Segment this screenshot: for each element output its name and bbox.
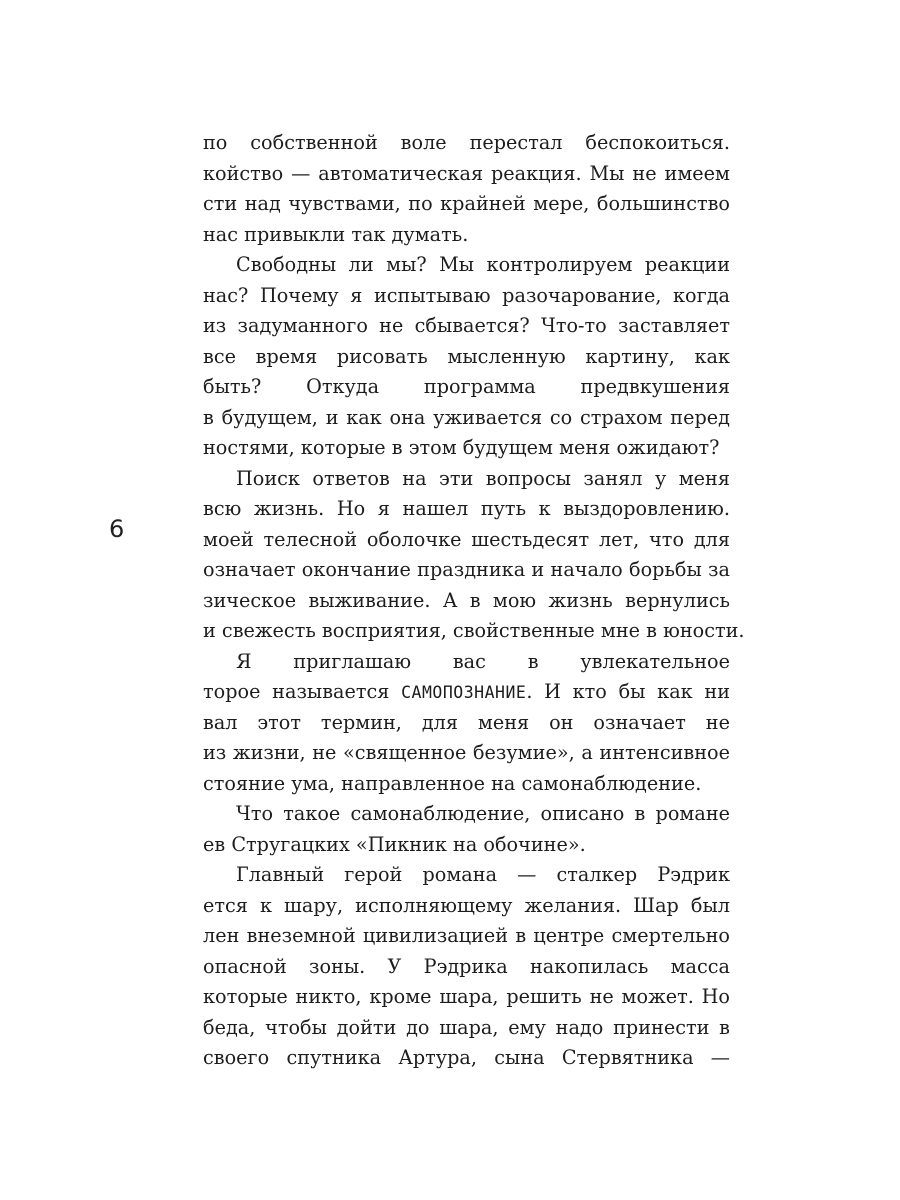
text-line: опасной зоны. У Рэдрика накопилась масса: [203, 954, 730, 978]
paragraph-2: [203, 250, 730, 464]
text-line: вал этот термин, для меня он означает не: [203, 710, 730, 734]
text-line: Главный герой романа — сталкер Рэдрик: [236, 863, 730, 886]
paragraph-6: [203, 860, 730, 1074]
paragraph-1: [203, 128, 730, 250]
text-line: койство — автоматическая реакция. Мы не имеем: [203, 161, 730, 185]
text-fragment: торое называется: [203, 680, 402, 703]
text-line: ностями, которые в этом будущем меня ожидают?: [203, 436, 720, 459]
text-line: моей телесной оболочке шестьдесят лет, что для: [203, 527, 730, 551]
text-line: сти над чувствами, по крайней мере, большинство: [203, 192, 730, 215]
paragraph-5: [203, 799, 730, 860]
text-line: означает окончание праздника и начало борьбы за: [203, 558, 730, 581]
text-line: своего спутника Артура, сына Стервятника —: [203, 1046, 730, 1069]
text-line: Что такое самонаблюдение, описано в романе: [236, 802, 730, 825]
text-line: по собственной воле перестал беспокоиться.: [203, 131, 730, 154]
text-line: стояние ума, направленное на самонаблюдение.: [203, 771, 702, 795]
text-line: из задуманного не сбывается? Что-то заставляет: [203, 314, 730, 337]
paragraph-3: [203, 464, 745, 647]
text-line: все время рисовать мысленную картину, как: [203, 344, 730, 368]
text-line: зическое выживание. А в мою жизнь вернулись: [203, 588, 730, 612]
text-line: Я приглашаю вас в увлекательное: [236, 649, 730, 673]
text-line: быть? Откуда программа предвкушения: [203, 375, 730, 398]
highlighted-term: САМОПОЗНАНИЕ: [401, 683, 527, 702]
text-line: нас? Почему я испытываю разочарование, когда: [203, 283, 730, 307]
text-line: нас привыкли так думать.: [203, 222, 469, 246]
text-line: из жизни, не «священное безумие», а интенсивное: [203, 741, 730, 764]
page-number: 6: [109, 515, 125, 543]
text-line: ется к шару, исполняющему желания. Шар был: [203, 893, 730, 917]
text-line: всю жизнь. Но я нашел путь к выздоровлению.: [203, 497, 730, 520]
text-line: беда, чтобы дойти до шара, ему надо принести в: [203, 1015, 730, 1039]
text-line: в будущем, и как она уживается со страхом перед: [203, 405, 730, 429]
text-line-with-term: [203, 677, 730, 708]
body-text: [203, 128, 745, 1074]
text-line: Поиск ответов на эти вопросы занял у меня: [236, 466, 730, 490]
text-line: лен внеземной цивилизацией в центре смертельно: [203, 924, 730, 947]
text-line: ев Стругацких «Пикник на обочине».: [203, 832, 586, 856]
text-line: Свободны ли мы? Мы контролируем реакции: [236, 253, 730, 276]
text-line: и свежесть восприятия, свойственные мне в юности.: [203, 619, 745, 642]
text-fragment: . И кто бы как ни: [526, 680, 730, 703]
paragraph-4: [203, 647, 730, 800]
text-line: которые никто, кроме шара, решить не может. Но: [203, 985, 730, 1008]
